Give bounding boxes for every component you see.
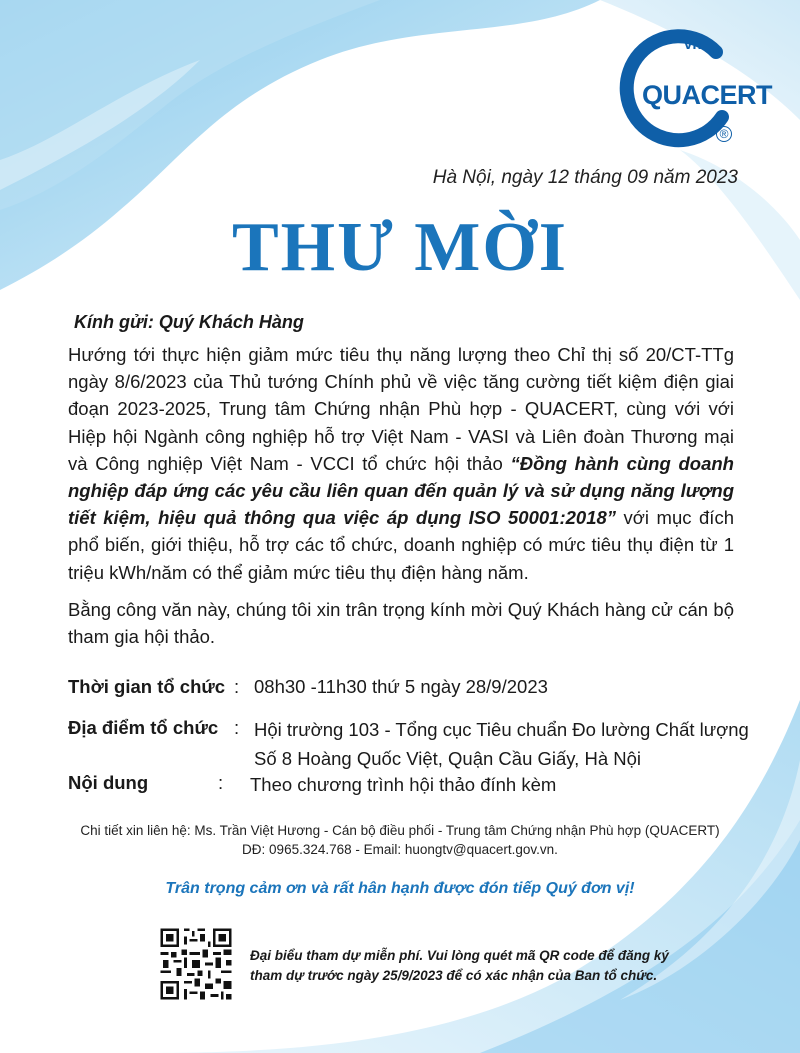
logo-country: vn: [684, 36, 702, 53]
intro-text: Hướng tới thực hiện giảm mức tiêu thụ năng lượng theo Chỉ thị số 20/CT-TTg ngày 8/6/2023 của Thủ tướng Chính phủ về việc tăng cường tiết kiệm điện giai đoạn 2023-2025, Trung tâm Chứng nhận Phù hợp - QUACERT, cùng với với Hiệp hội Ngành công nghiệp hỗ trợ Việt Nam - VASI và Liên đoàn Thương mại và Công nghiệp Việt Nam - VCCI tổ chức hội thảo: [68, 344, 734, 474]
greeting: Kính gửi: Quý Khách Hàng: [74, 312, 304, 332]
time-value: 08h30 -11h30 thứ 5 ngày 28/9/2023: [254, 676, 548, 697]
date-line: Hà Nội, ngày 12 tháng 09 năm 2023: [432, 167, 738, 188]
place-line2: Số 8 Hoàng Quốc Việt, Quận Cầu Giấy, Hà Nội: [254, 748, 642, 769]
letter-body: [68, 312, 734, 650]
quacert-logo: [612, 22, 772, 150]
qr-code-icon[interactable]: [158, 926, 234, 1002]
content-label: Nội dung: [68, 772, 149, 793]
intro-purpose: với mục đích phổ biến, giới thiệu, hỗ trợ các tổ chức, doanh nghiệp có mức tiêu thụ điện từ 1 triệu kWh/năm có thể giảm mức tiêu thụ điện hàng năm.: [68, 507, 734, 583]
registration-note-line2: tham dự trước ngày 25/9/2023 để có xác nhận của Ban tổ chức.: [250, 968, 658, 983]
registration-note-line1: Đại biểu tham dự miễn phí. Vui lòng quét mã QR code để đăng ký: [250, 948, 669, 963]
contact-line2: DĐ: 0965.324.768 - Email: huongtv@quacert.gov.vn.: [242, 842, 558, 857]
place-colon: :: [234, 717, 240, 738]
paragraph-intro: [68, 341, 734, 586]
page-title: THƯ MỜI: [231, 209, 569, 286]
registration-note: [250, 946, 730, 986]
place-label: Địa điểm tổ chức: [68, 717, 219, 738]
paragraph-invitation: Bằng công văn này, chúng tôi xin trân trọng kính mời Quý Khách hàng cử cán bộ tham gia hội thảo.: [68, 598, 734, 648]
content-value: Theo chương trình hội thảo đính kèm: [250, 774, 557, 795]
content-colon: :: [218, 772, 224, 793]
seminar-title: “Đồng hành cùng doanh nghiệp đáp ứng các yêu cầu liên quan đến quản lý và sử dụng năng lượng tiết kiệm, hiệu quả thông qua việc áp dụng ISO 50001:2018”: [68, 452, 734, 529]
logo-brand: QUACERT: [642, 80, 772, 110]
place-line1: Hội trường 103 - Tổng cục Tiêu chuẩn Đo lường Chất lượng: [254, 719, 749, 740]
thanks-line: Trân trọng cảm ơn và rất hân hạnh được đón tiếp Quý đơn vị!: [165, 880, 635, 897]
time-label: Thời gian tổ chức: [68, 676, 226, 697]
contact-info: [0, 821, 800, 859]
contact-line1: Chi tiết xin liên hệ: Ms. Trần Việt Hương - Cán bộ điều phối - Trung tâm Chứng nhận Phù hợp (QUACERT): [80, 823, 720, 838]
registered-mark: ®: [716, 126, 732, 142]
time-colon: :: [234, 676, 240, 697]
